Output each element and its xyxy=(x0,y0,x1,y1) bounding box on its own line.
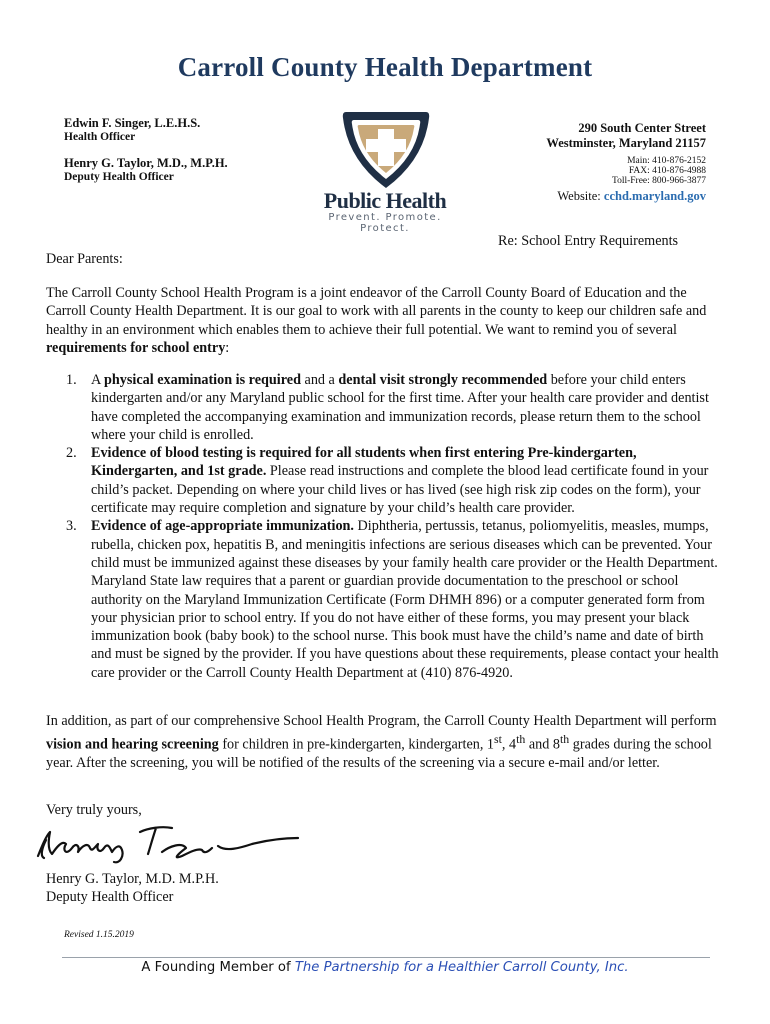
list-item xyxy=(46,517,726,682)
item-text: Please read instructions and complete the blood lead certificate found in your child’s packet. Depending on where your child lives or has lived (see high risk zip codes on the form), your certificate may require completion and signature by your child’s health care provider. xyxy=(91,463,709,517)
item-bold: dental visit strongly recommended xyxy=(338,372,548,388)
item-text: A xyxy=(91,372,105,388)
footer-prefix: A Founding Member of xyxy=(141,960,295,975)
superscript: th xyxy=(516,732,526,747)
handwritten-signature xyxy=(32,818,302,868)
para-bold: vision and hearing screening xyxy=(46,737,219,754)
para-text: grades during the school year. After the screening, you will be notified of the results of the screening via a secure e-mail and/or letter. xyxy=(46,737,712,772)
website-line xyxy=(546,189,706,204)
item-bold: physical examination is required xyxy=(104,372,301,388)
logo-wordmark xyxy=(310,188,460,234)
intro-bold: requirements for school entry xyxy=(46,339,226,356)
main-phone: Main: 410-876-2152 xyxy=(627,156,706,166)
fax-number: FAX: 410-876-4988 xyxy=(628,166,706,176)
closing: Very truly yours, xyxy=(46,802,142,818)
re-line: Re: School Entry Requirements xyxy=(498,233,679,249)
revised-date: Revised 1.15.2019 xyxy=(64,930,134,940)
signer-name: Henry G. Taylor, M.D. M.P.H. xyxy=(46,871,219,887)
logo-title: Public Health xyxy=(323,188,447,213)
footer-divider xyxy=(62,957,710,958)
list-number: 3. xyxy=(66,518,77,535)
address-block xyxy=(546,121,706,204)
para-text: In addition, as part of our comprehensive School Health Program, the Carroll County Health Department will perform xyxy=(46,713,717,729)
officer-name: Henry G. Taylor, M.D., M.P.H. xyxy=(64,156,228,170)
page-title: Carroll County Health Department xyxy=(177,52,593,82)
intro-end: : xyxy=(225,339,230,356)
officer-role: Health Officer xyxy=(64,131,136,143)
superscript: th xyxy=(560,732,570,747)
item-text: Diphtheria, pertussis, tetanus, poliomyelitis, measles, mumps, rubella, chicken pox, hepatitis B, and meningitis infections are serious diseases which can be prevented. Your child must be immunized against these diseases by your family health care provider or the Health Department. Maryland State law requires that a parent or guardian provide documentation to the preschool or school authority on the Maryland Immunization Certificate (Form DHMH 896) or a computer generated form from your physician prior to school entry. If you do not have either of these forms, you may present your black immunization book (baby book) to the school nurse. This book must have the child’s name and date of birth and must be signed by the provider. If you have questions about these requirements, please contact your health care provider or the Carroll County Health Department at (410) 876-4920. xyxy=(91,518,719,681)
website-label: Website: xyxy=(557,189,601,203)
officers-block xyxy=(64,116,228,183)
item-bold: Evidence of age-appropriate immunization. xyxy=(91,518,354,535)
salutation: Dear Parents: xyxy=(46,251,123,267)
superscript: st xyxy=(494,732,502,747)
signer-title: Deputy Health Officer xyxy=(46,889,174,906)
intro-text: The Carroll County School Health Program is a joint endeavor of the Carroll County Board of Education and the Carroll County Health Department. It is our goal to work with all parents in the county to keep our children safe and healthy in an environment which enables them to achieve their full potential. We want to remind you of several xyxy=(46,285,707,338)
para-text: and 8 xyxy=(525,737,560,754)
footer xyxy=(0,960,770,975)
signer-block xyxy=(46,870,219,907)
public-health-shield-logo xyxy=(338,106,434,192)
list-number: 2. xyxy=(66,445,77,462)
item-text: and a xyxy=(300,372,339,388)
para-text: , 4 xyxy=(501,737,517,754)
toll-free-number: Toll-Free: 800-966-3877 xyxy=(611,176,706,186)
logo-tagline: Prevent. Promote. Protect. xyxy=(328,212,442,234)
city-address: Westminster, Maryland 21157 xyxy=(546,136,706,150)
list-item xyxy=(46,371,726,444)
street-address: 290 South Center Street xyxy=(578,121,706,135)
requirements-list xyxy=(46,371,726,682)
item-bold: Evidence of blood testing is required for all students when first entering Pre-kindergarten, Kindergarten, and 1st grade. xyxy=(91,445,637,480)
para-text: for children in pre-kindergarten, kindergarten, 1 xyxy=(218,737,495,754)
officer-role: Deputy Health Officer xyxy=(64,171,174,183)
screening-paragraph xyxy=(46,712,726,773)
list-number: 1. xyxy=(66,372,77,388)
website-link[interactable]: cchd.maryland.gov xyxy=(603,189,706,203)
list-item xyxy=(46,444,726,517)
item-text: before your child enters kindergarten and/or any Maryland public school for the first time. After your health care provider and dentist have completed the accompanying examination and immunization records, please return them to the school where your child is enrolled. xyxy=(91,372,709,443)
partnership-link[interactable]: The Partnership for a Healthier Carroll County, Inc. xyxy=(294,960,629,975)
intro-paragraph xyxy=(46,284,726,357)
officer-name: Edwin F. Singer, L.E.H.S. xyxy=(64,116,201,130)
